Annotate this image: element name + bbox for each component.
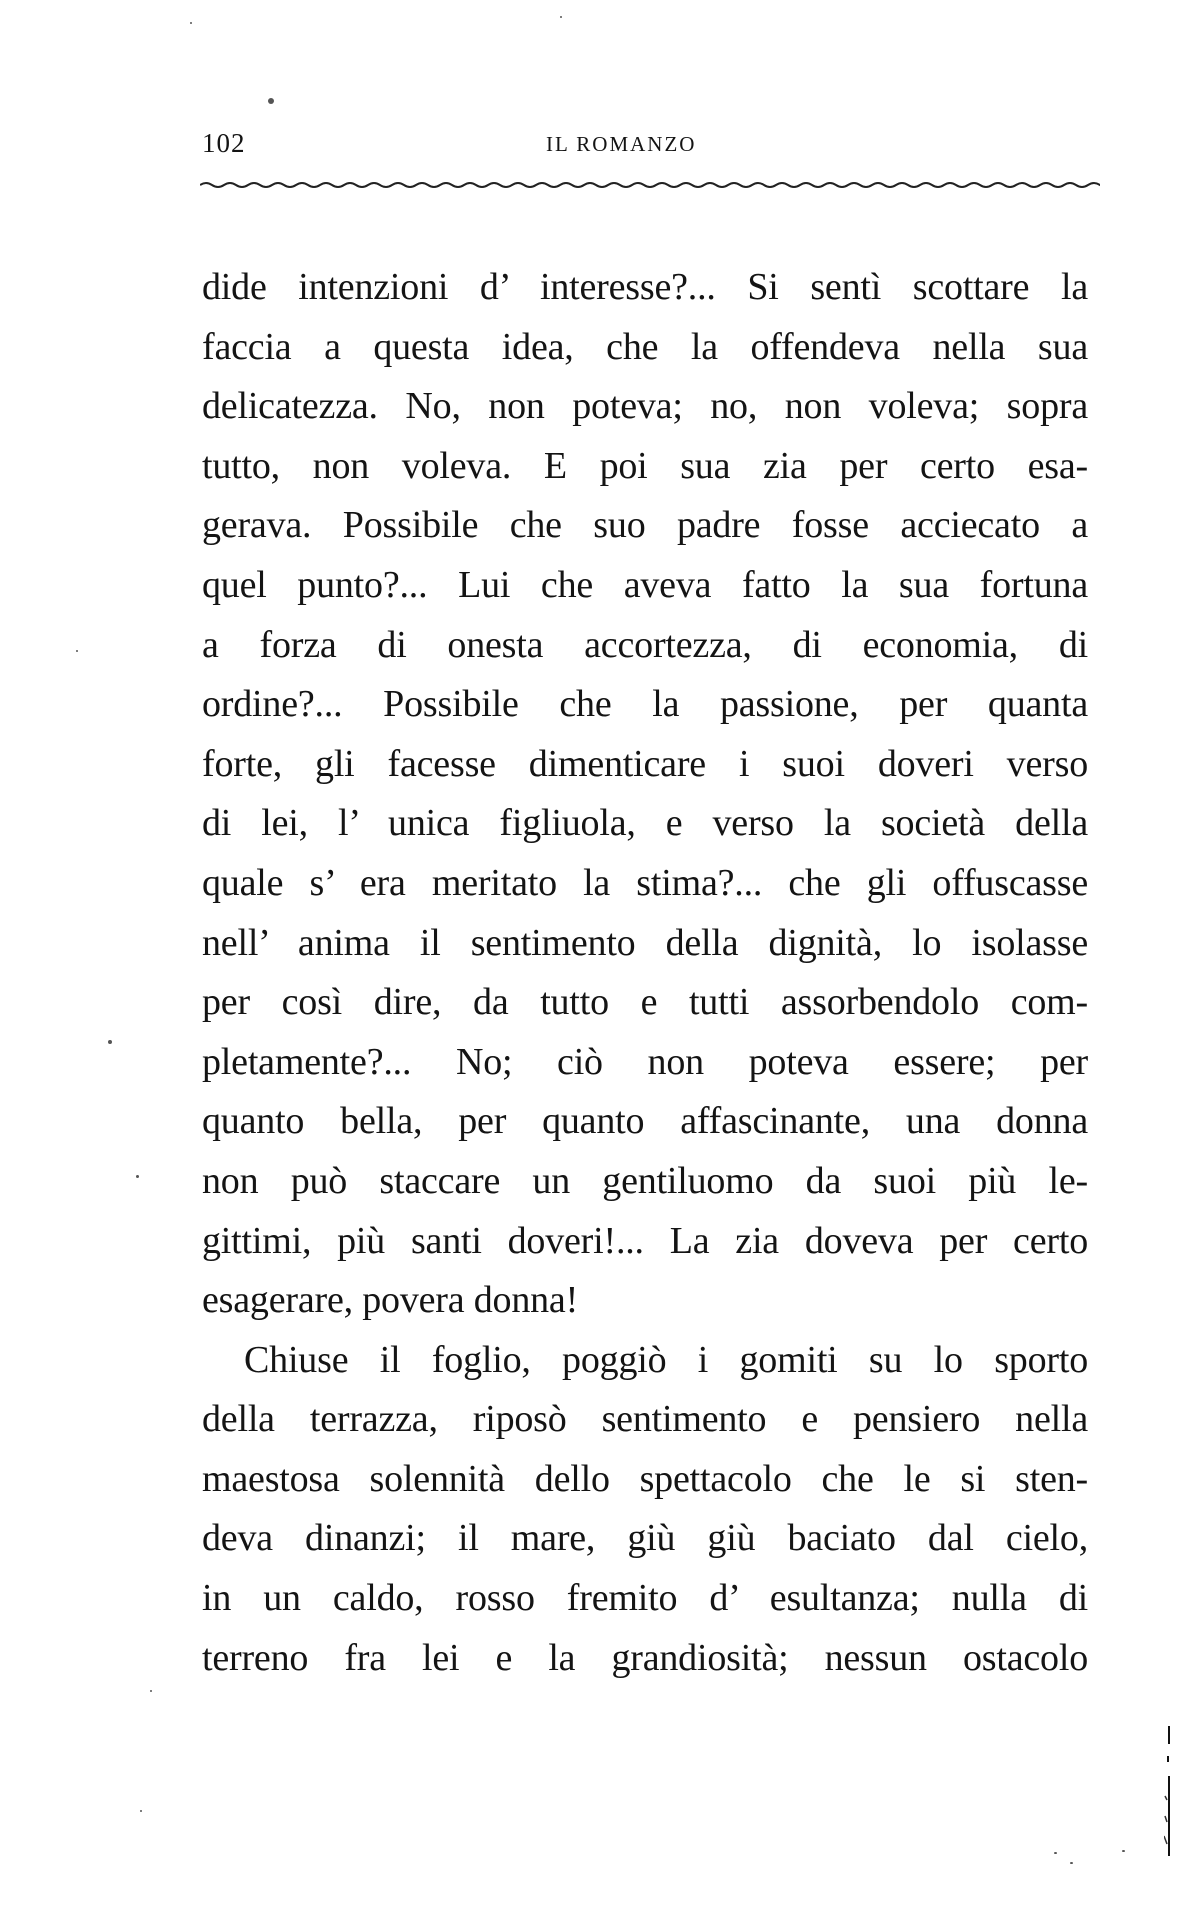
text-line: faccia a questa idea, che la offendeva nella sua bbox=[202, 325, 1088, 368]
text-line: ordine?... Possibile che la passione, per quanta bbox=[202, 683, 1088, 726]
scan-speck bbox=[140, 1810, 142, 1812]
scan-speck bbox=[560, 16, 562, 18]
scan-speck bbox=[1070, 1862, 1073, 1864]
text-line: quanto bella, per quanto affascinante, una donna bbox=[202, 1100, 1088, 1143]
text-line: delicatezza. No, non poteva; no, non voleva; sopra bbox=[202, 385, 1088, 428]
text-line: terreno fra lei e la grandiosità; nessun ostacolo bbox=[202, 1636, 1088, 1679]
text-line: esagerare, povera donna! bbox=[202, 1279, 579, 1322]
scan-speck bbox=[268, 98, 274, 104]
text-line: maestosa solennità dello spettacolo che le si sten- bbox=[202, 1457, 1088, 1500]
text-line: non può staccare un gentiluomo da suoi più le- bbox=[202, 1159, 1088, 1202]
scan-speck bbox=[1054, 1852, 1057, 1854]
paragraph bbox=[202, 258, 1088, 1331]
scan-speck bbox=[76, 650, 78, 652]
text-line: gerava. Possibile che suo padre fosse acciecato a bbox=[202, 504, 1088, 547]
scan-edge-mark bbox=[1164, 1726, 1172, 1856]
text-line: tutto, non voleva. E poi sua zia per certo esa- bbox=[202, 444, 1088, 487]
scan-speck bbox=[150, 1690, 152, 1692]
text-line: per così dire, da tutto e tutti assorbendolo com- bbox=[202, 981, 1088, 1024]
text-line: forte, gli facesse dimenticare i suoi doveri verso bbox=[202, 742, 1088, 785]
text-line: quale s’ era meritato la stima?... che gli offuscasse bbox=[202, 861, 1088, 904]
text-line: Chiuse il foglio, poggiò i gomiti su lo sporto bbox=[244, 1338, 1088, 1381]
scan-speck bbox=[1122, 1850, 1125, 1852]
scan-speck bbox=[136, 1175, 139, 1178]
text-line: gittimi, più santi doveri!... La zia doveva per certo bbox=[202, 1219, 1088, 1262]
page-number: 102 bbox=[202, 128, 246, 158]
text-line: a forza di onesta accortezza, di economia, di bbox=[202, 623, 1088, 666]
text-line: quel punto?... Lui che aveva fatto la sua fortuna bbox=[202, 563, 1088, 606]
ornamental-rule bbox=[200, 178, 1100, 192]
body-text bbox=[202, 258, 1088, 1688]
text-line: di lei, l’ unica figliuola, e verso la società della bbox=[202, 802, 1088, 845]
text-line: dide intenzioni d’ interesse?... Si sentì scottare la bbox=[202, 266, 1088, 308]
page-header bbox=[202, 128, 1098, 168]
text-line: in un caldo, rosso fremito d’ esultanza; nulla di bbox=[202, 1577, 1088, 1620]
scan-speck bbox=[190, 22, 192, 24]
paragraph bbox=[202, 1331, 1088, 1689]
text-line: deva dinanzi; il mare, giù giù baciato dal cielo, bbox=[202, 1517, 1088, 1560]
text-line: pletamente?... No; ciò non poteva essere; per bbox=[202, 1040, 1088, 1083]
scan-speck bbox=[108, 1040, 112, 1044]
text-line: nell’ anima il sentimento della dignità, lo isolasse bbox=[202, 921, 1088, 964]
running-head: IL ROMANZO bbox=[546, 132, 697, 156]
text-line: della terrazza, riposò sentimento e pensiero nella bbox=[202, 1398, 1088, 1441]
